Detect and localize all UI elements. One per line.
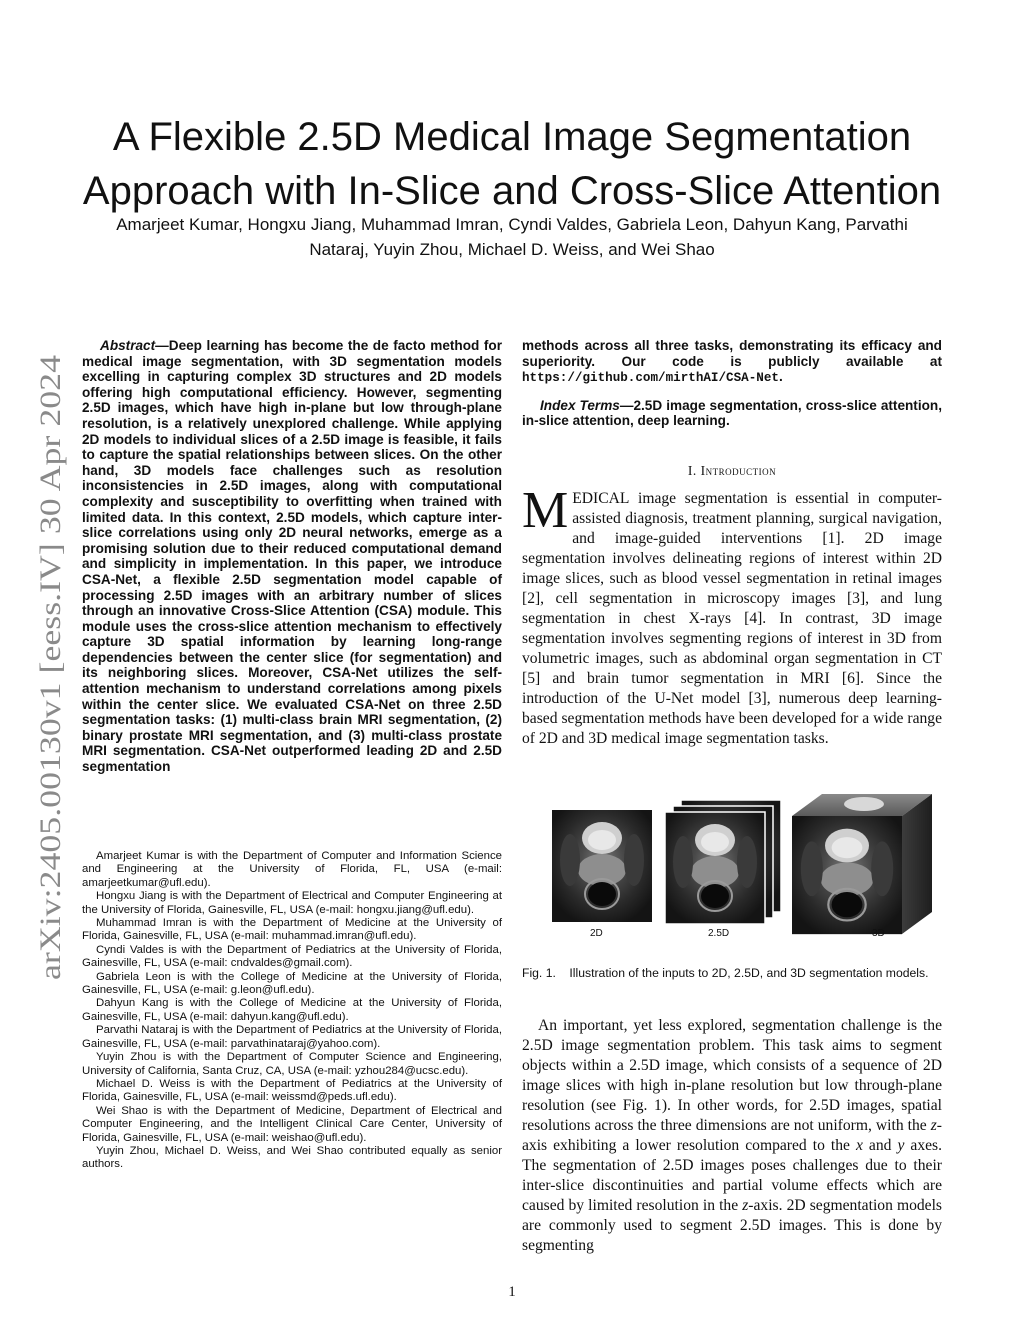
footnote: Cyndi Valdes is with the Department of Pediatrics at the University of Florida, Gainesville, FL, USA (e-mail: cndvaldes@gmail.com). [82, 943, 502, 970]
figure-caption-label: Fig. 1. [522, 966, 556, 980]
math-y: y [897, 1137, 905, 1154]
title-line-1: A Flexible 2.5D Medical Image Segmentation [112, 115, 912, 159]
abstract-continuation-text: methods across all three tasks, demonstrating its efficacy and superiority. Our code is publicly available at [522, 338, 942, 369]
index-terms-text: 2.5D image segmentation, cross-slice attention, in-slice attention, deep learning. [522, 397, 942, 429]
figure-caption [522, 966, 942, 980]
section-heading [522, 463, 942, 479]
text-run: -axis. 2D segmentation models are commonly used to segment 2.5D images. This is done by segmenting [522, 1197, 942, 1254]
section-title: Introduction [700, 462, 777, 478]
left-column [82, 338, 502, 775]
text-run: -axis exhibiting a lower resolution compared to the [522, 1117, 942, 1154]
slice-25d-illustration [665, 800, 781, 924]
section-number: I. [687, 462, 697, 478]
authors-line-1: Amarjeet Kumar, Hongxu Jiang, Muhammad Imran, Cyndi Valdes, Gabriela Leon, Dahyun Kang, Parvathi [116, 215, 908, 234]
figure-label-25d: 2.5D [708, 928, 730, 939]
figure-label-2d: 2D [590, 928, 603, 939]
abstract-dash: — [155, 338, 169, 353]
slice-2d-illustration [552, 810, 652, 922]
abstract-text: Deep learning has become the de facto method for medical image segmentation, with 3D segmentation models excelling in capturing complex 3D structures and 2D models offering high computational efficiency. However, segmenting 2.5D images, which have high in-plane but low through-plane resolution, is a relatively unexplored challenge. While applying 2D models to individual slices of a 2.5D image is feasible, it fails to capture the spatial relationships between slices. On the other hand, 3D models face challenges such as resolution inconsistencies in 2.5D images, along with computational complexity and susceptibility to overfitting when trained with limited data. In this context, 2.5D models, which capture inter-slice correlations using only 2D neural networks, emerge as a promising solution due to their reduced computational demand and simplicity in implementation. In this paper, we introduce CSA-Net, a flexible 2.5D segmentation model capable of processing 2.5D images with an arbitrary number of slices through an innovative Cross-Slice Attention (CSA) module. This module uses the cross-slice attention mechanism to effectively capture 3D spatial information by learning long-range dependencies between the center slice (for segmentation) and its neighboring slices. Moreover, CSA-Net utilizes the self-attention mechanism to understand correlations among pixels within the center slice. We evaluated CSA-Net on three 2.5D segmentation tasks: (1) multi-class brain MRI segmentation, (2) binary prostate MRI segmentation, and (3) multi-class prostate MRI segmentation. CSA-Net outperformed leading 2D and 2.5D segmentation [82, 338, 502, 775]
abstract-continuation [522, 338, 942, 387]
drop-cap: M [522, 481, 569, 539]
right-column [522, 338, 942, 749]
author-footnotes [82, 850, 502, 1172]
page-number: 1 [508, 1284, 516, 1300]
footnote: Dahyun Kang is with the College of Medicine at the University of Florida, Gainesville, FL, USA (e-mail: dahyun.kang@ufl.edu). [82, 997, 502, 1023]
intro-paragraph-1 [522, 481, 942, 749]
footnote: Wei Shao is with the Department of Medicine, Department of Electrical and Computer Engineering, and the Intelligent Clinical Care Center, University of Florida, Gainesville, FL, USA (e-mail: weishao@ufl.edu). [82, 1104, 502, 1144]
footnote: Yuyin Zhou is with the Department of Computer Science and Engineering, University of California, Santa Cruz, CA, USA (e-mail: yzhou284@ucsc.edu). [82, 1051, 502, 1077]
footnote: Michael D. Weiss is with the Department of Pediatrics at the University of Florida, Gainesville, FL, USA (e-mail: weissmd@peds.ufl.edu). [82, 1077, 502, 1104]
footnote: Yuyin Zhou, Michael D. Weiss, and Wei Shao contributed equally as senior authors. [82, 1144, 502, 1171]
title-line-2: Approach with In-Slice and Cross-Slice Attention [82, 169, 942, 213]
math-x: x [855, 1137, 863, 1154]
index-terms [522, 398, 942, 429]
code-link[interactable]: https://github.com/mirthAI/CSA-Net [522, 371, 779, 386]
footnote: Amarjeet Kumar is with the Department of Computer and Information Science and Engineering at the University of Florida, FL, USA (e-mail: amarjeetkumar@ufl.edu). [82, 850, 502, 889]
arxiv-stamp-text: arXiv:2405.00130v1 [eess.IV] 30 Apr 2024 [34, 456, 67, 980]
abstract [82, 338, 502, 775]
intro-paragraph-2 [522, 1016, 942, 1256]
author-list [70, 212, 954, 262]
figure-caption-text: Illustration of the inputs to 2D, 2.5D, and 3D segmentation models. [569, 966, 929, 980]
intro-paragraph-1-text: image segmentation is essential in computer-assisted diagnosis, treatment planning, surgical navigation, and image-guided interventions [1]. 2D image segmentation involves delineating regions of interest within 2D image slices, such as blood vessel segmentation in retinal images [2], cell segmentation in microscopy images [3], and lung segmentation in chest X-rays [4]. In contrast, 3D image segmentation involves segmenting regions of interest in 3D from volumetric images, such as abdominal organ segmentation in CT [5] and brain tumor segmentation in MRI [6]. Since the introduction of the U-Net model [3], numerous deep learning-based segmentation methods have been developed for a wide range of 2D and 3D medical image segmentation tasks. [522, 489, 942, 747]
footnote: Gabriela Leon is with the College of Medicine at the University of Florida, Gainesville, FL, USA (e-mail: g.leon@ufl.edu). [82, 970, 502, 997]
abstract-label: Abstract [100, 338, 156, 353]
arxiv-stamp [10, 350, 80, 980]
index-terms-dash: — [619, 397, 634, 413]
footnote: Parvathi Nataraj is with the Department of Pediatrics at the University of Florida, Gainesville, FL, USA (e-mail: parvathinataraj@yahoo.com). [82, 1024, 502, 1050]
paper-title [60, 110, 964, 218]
footnote: Hongxu Jiang is with the Department of Electrical and Computer Engineering at the University of Florida, Gainesville, FL, USA (e-mail: hongxu.jiang@ufl.edu). [82, 890, 502, 916]
math-z: z [742, 1197, 749, 1214]
authors-line-2: Nataraj, Yuyin Zhou, Michael D. Weiss, and Wei Shao [309, 240, 715, 259]
index-terms-label: Index Terms [540, 397, 620, 413]
drop-cap-rest: EDICAL [572, 489, 630, 507]
text-run: and [868, 1137, 892, 1154]
text-run: An important, yet less explored, segmentation challenge is the 2.5D image segmentation problem. This task aims to segment objects within a 2.5D image, which consists of a sequence of 2D image slices with high in-plane resolution but low through-plane resolution (see Fig. 1). In other words, for 2.5D images, spatial resolutions across the three dimensions are not uniform, with the [522, 1017, 942, 1134]
math-z: z [930, 1117, 937, 1134]
text-run: axes. The segmentation of 2.5D images poses challenges due to their inter-slice discontinuities and partial volume effects which are caused by limited resolution in the [522, 1137, 943, 1214]
volume-3d-illustration [792, 794, 932, 934]
footnote: Muhammad Imran is with the Department of Medicine at the University of Florida, Gainesville, FL, USA (e-mail: muhammad.imran@ufl.edu). [82, 917, 502, 943]
abstract-url-end: . [778, 369, 783, 385]
figure-label-3d: 3D [872, 928, 885, 939]
figure-1 [530, 790, 950, 950]
